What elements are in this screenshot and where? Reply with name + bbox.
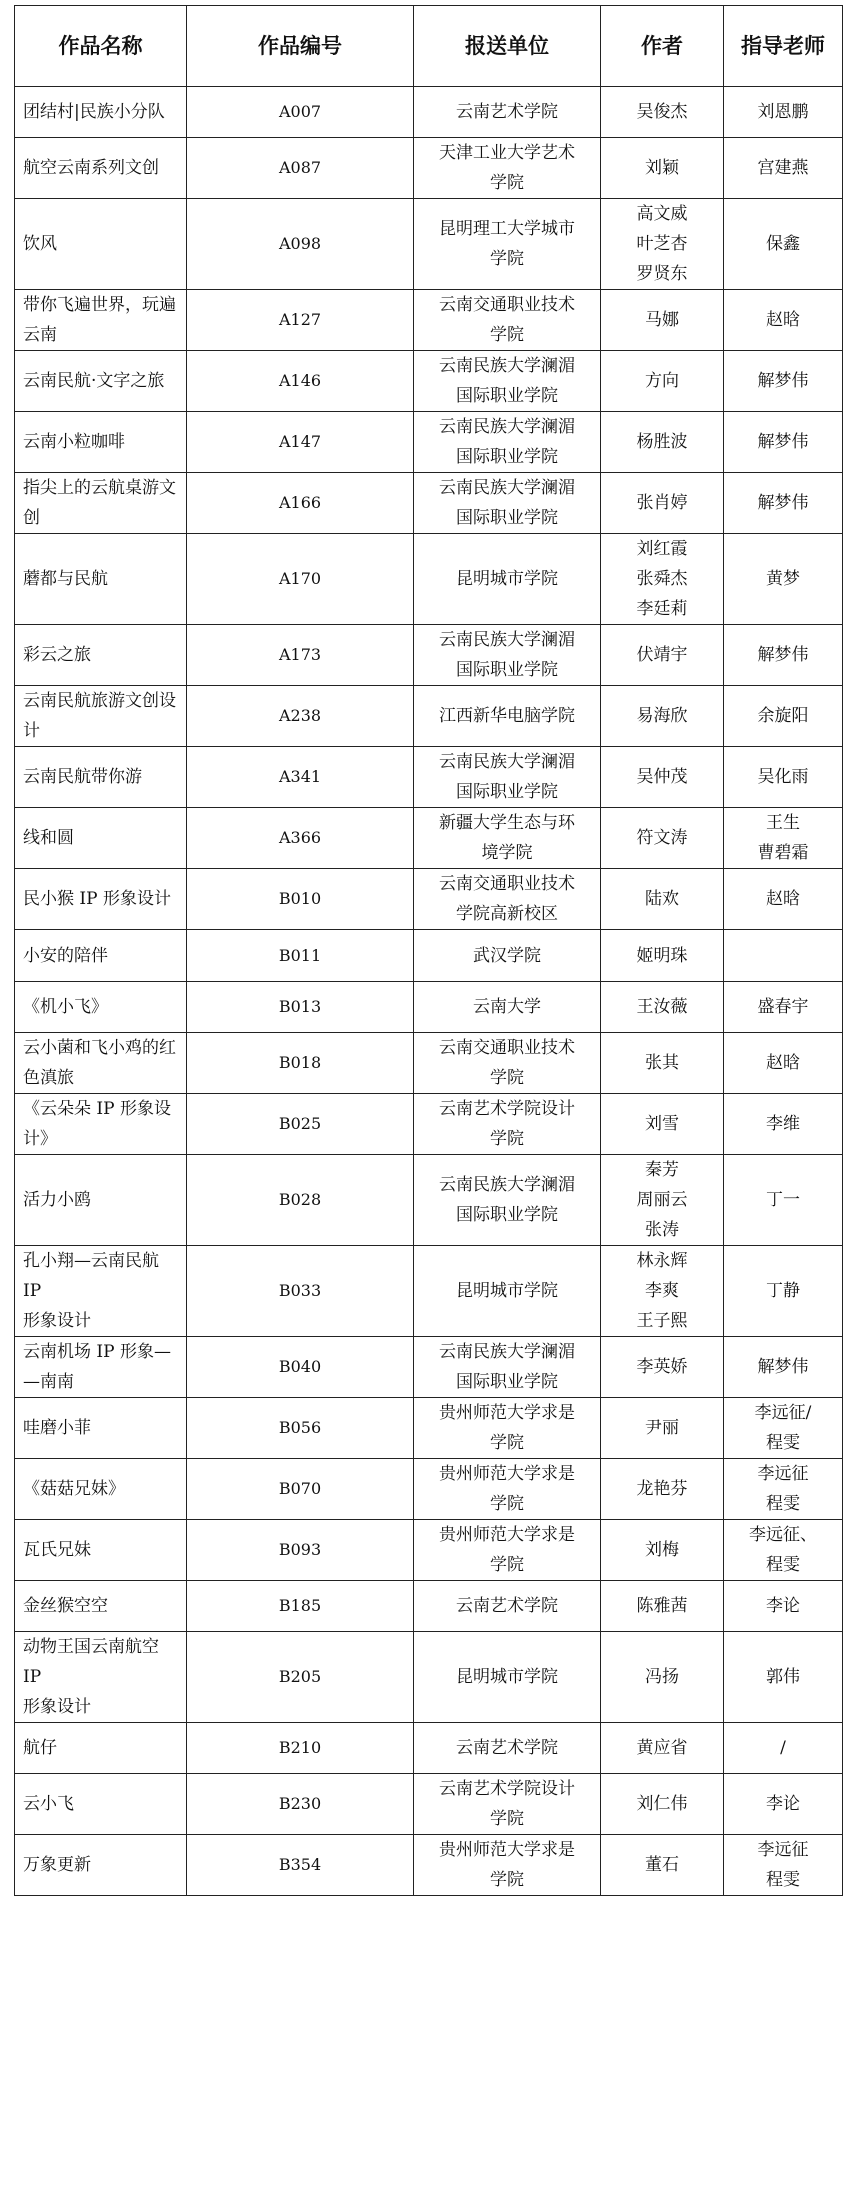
work-code-cell: B025 xyxy=(187,1094,414,1155)
submitting-unit-cell: 武汉学院 xyxy=(414,930,601,982)
work-name-cell: 《机小飞》 xyxy=(15,982,187,1033)
submitting-unit-cell: 云南艺术学院 xyxy=(414,87,601,138)
author-cell: 刘雪 xyxy=(601,1094,724,1155)
table-row xyxy=(15,199,843,290)
work-name-cell: 动物王国云南航空 IP 形象设计 xyxy=(15,1632,187,1723)
work-code-cell: A366 xyxy=(187,808,414,869)
table-row xyxy=(15,982,843,1033)
advisor-cell: 刘恩鹏 xyxy=(724,87,843,138)
header-submitting-unit: 报送单位 xyxy=(414,6,601,87)
submitting-unit-cell: 昆明城市学院 xyxy=(414,534,601,625)
submitting-unit-cell: 云南民族大学澜湄 国际职业学院 xyxy=(414,747,601,808)
author-cell: 刘仁伟 xyxy=(601,1774,724,1835)
work-name-cell: 哇磨小菲 xyxy=(15,1398,187,1459)
work-code-cell: B056 xyxy=(187,1398,414,1459)
advisor-cell: 李远征、 程雯 xyxy=(724,1520,843,1581)
work-code-cell: B185 xyxy=(187,1581,414,1632)
author-cell: 伏靖宇 xyxy=(601,625,724,686)
work-name-cell: 航空云南系列文创 xyxy=(15,138,187,199)
submitting-unit-cell: 贵州师范大学求是 学院 xyxy=(414,1459,601,1520)
submitting-unit-cell: 云南艺术学院 xyxy=(414,1723,601,1774)
advisor-cell: 解梦伟 xyxy=(724,1337,843,1398)
header-work-name: 作品名称 xyxy=(15,6,187,87)
work-code-cell: B040 xyxy=(187,1337,414,1398)
author-cell: 龙艳芬 xyxy=(601,1459,724,1520)
table-body xyxy=(15,87,843,1896)
work-name-cell: 彩云之旅 xyxy=(15,625,187,686)
work-code-cell: B354 xyxy=(187,1835,414,1896)
author-cell: 陆欢 xyxy=(601,869,724,930)
work-name-cell: 《菇菇兄妹》 xyxy=(15,1459,187,1520)
work-code-cell: A238 xyxy=(187,686,414,747)
table-row xyxy=(15,138,843,199)
work-code-cell: A087 xyxy=(187,138,414,199)
author-cell: 刘梅 xyxy=(601,1520,724,1581)
work-code-cell: B011 xyxy=(187,930,414,982)
submitting-unit-cell: 云南交通职业技术 学院 xyxy=(414,290,601,351)
table-row xyxy=(15,1246,843,1337)
author-cell: 冯扬 xyxy=(601,1632,724,1723)
table-row xyxy=(15,87,843,138)
table-row xyxy=(15,1581,843,1632)
work-code-cell: B010 xyxy=(187,869,414,930)
author-cell: 秦芳 周丽云 张涛 xyxy=(601,1155,724,1246)
advisor-cell: 李远征 程雯 xyxy=(724,1459,843,1520)
work-name-cell: 瓦氏兄妹 xyxy=(15,1520,187,1581)
advisor-cell: 李维 xyxy=(724,1094,843,1155)
work-code-cell: A170 xyxy=(187,534,414,625)
advisor-cell: 黄梦 xyxy=(724,534,843,625)
table-row xyxy=(15,1774,843,1835)
work-code-cell: B230 xyxy=(187,1774,414,1835)
work-name-cell: 团结村|民族小分队 xyxy=(15,87,187,138)
work-code-cell: B013 xyxy=(187,982,414,1033)
author-cell: 符文涛 xyxy=(601,808,724,869)
work-name-cell: 孔小翔—云南民航 IP 形象设计 xyxy=(15,1246,187,1337)
advisor-cell: 丁静 xyxy=(724,1246,843,1337)
table-row xyxy=(15,290,843,351)
work-name-cell: 金丝猴空空 xyxy=(15,1581,187,1632)
author-cell: 林永辉 李爽 王子熙 xyxy=(601,1246,724,1337)
work-name-cell: 航仔 xyxy=(15,1723,187,1774)
author-cell: 张肖婷 xyxy=(601,473,724,534)
submitting-unit-cell: 天津工业大学艺术 学院 xyxy=(414,138,601,199)
table-row xyxy=(15,412,843,473)
author-cell: 刘红霞 张舜杰 李廷莉 xyxy=(601,534,724,625)
header-work-code: 作品编号 xyxy=(187,6,414,87)
submitting-unit-cell: 云南民族大学澜湄 国际职业学院 xyxy=(414,412,601,473)
submitting-unit-cell: 云南民族大学澜湄 国际职业学院 xyxy=(414,473,601,534)
advisor-cell xyxy=(724,930,843,982)
work-name-cell: 活力小鸥 xyxy=(15,1155,187,1246)
works-table xyxy=(14,5,843,1896)
submitting-unit-cell: 云南民族大学澜湄 国际职业学院 xyxy=(414,351,601,412)
submitting-unit-cell: 昆明理工大学城市 学院 xyxy=(414,199,601,290)
advisor-cell: 余旋阳 xyxy=(724,686,843,747)
work-name-cell: 民小猴 IP 形象设计 xyxy=(15,869,187,930)
work-code-cell: B210 xyxy=(187,1723,414,1774)
table-row xyxy=(15,747,843,808)
author-cell: 尹丽 xyxy=(601,1398,724,1459)
author-cell: 吴俊杰 xyxy=(601,87,724,138)
table-row xyxy=(15,1337,843,1398)
author-cell: 马娜 xyxy=(601,290,724,351)
author-cell: 高文威 叶芝杏 罗贤东 xyxy=(601,199,724,290)
submitting-unit-cell: 云南民族大学澜湄 国际职业学院 xyxy=(414,625,601,686)
work-name-cell: 蘑都与民航 xyxy=(15,534,187,625)
work-code-cell: B093 xyxy=(187,1520,414,1581)
table-header-row xyxy=(15,6,843,87)
author-cell: 董石 xyxy=(601,1835,724,1896)
table-row xyxy=(15,930,843,982)
table-row xyxy=(15,686,843,747)
work-code-cell: A173 xyxy=(187,625,414,686)
work-name-cell: 云南小粒咖啡 xyxy=(15,412,187,473)
table-row xyxy=(15,1632,843,1723)
work-code-cell: A127 xyxy=(187,290,414,351)
work-code-cell: B028 xyxy=(187,1155,414,1246)
advisor-cell: 李远征/ 程雯 xyxy=(724,1398,843,1459)
work-name-cell: 指尖上的云航桌游文 创 xyxy=(15,473,187,534)
work-name-cell: 小安的陪伴 xyxy=(15,930,187,982)
author-cell: 陈雅茜 xyxy=(601,1581,724,1632)
work-name-cell: 《云朵朵 IP 形象设 计》 xyxy=(15,1094,187,1155)
work-name-cell: 云小菌和飞小鸡的红 色滇旅 xyxy=(15,1033,187,1094)
work-code-cell: A007 xyxy=(187,87,414,138)
table-row xyxy=(15,1094,843,1155)
work-name-cell: 万象更新 xyxy=(15,1835,187,1896)
work-name-cell: 云南民航旅游文创设 计 xyxy=(15,686,187,747)
work-code-cell: A146 xyxy=(187,351,414,412)
work-code-cell: A166 xyxy=(187,473,414,534)
table-row xyxy=(15,1155,843,1246)
author-cell: 吴仲茂 xyxy=(601,747,724,808)
table-row xyxy=(15,1459,843,1520)
work-code-cell: A098 xyxy=(187,199,414,290)
work-name-cell: 线和圆 xyxy=(15,808,187,869)
advisor-cell: 王生 曹碧霜 xyxy=(724,808,843,869)
table-row xyxy=(15,1723,843,1774)
advisor-cell: 盛春宇 xyxy=(724,982,843,1033)
advisor-cell: 保鑫 xyxy=(724,199,843,290)
table-row xyxy=(15,1520,843,1581)
submitting-unit-cell: 云南交通职业技术 学院 xyxy=(414,1033,601,1094)
advisor-cell: / xyxy=(724,1723,843,1774)
submitting-unit-cell: 云南艺术学院设计 学院 xyxy=(414,1094,601,1155)
author-cell: 张其 xyxy=(601,1033,724,1094)
work-name-cell: 云南民航带你游 xyxy=(15,747,187,808)
author-cell: 王汝薇 xyxy=(601,982,724,1033)
work-code-cell: B205 xyxy=(187,1632,414,1723)
submitting-unit-cell: 贵州师范大学求是 学院 xyxy=(414,1398,601,1459)
submitting-unit-cell: 新疆大学生态与环 境学院 xyxy=(414,808,601,869)
submitting-unit-cell: 云南民族大学澜湄 国际职业学院 xyxy=(414,1155,601,1246)
advisor-cell: 解梦伟 xyxy=(724,412,843,473)
work-code-cell: A147 xyxy=(187,412,414,473)
author-cell: 李英娇 xyxy=(601,1337,724,1398)
submitting-unit-cell: 江西新华电脑学院 xyxy=(414,686,601,747)
table-row xyxy=(15,1398,843,1459)
work-code-cell: B018 xyxy=(187,1033,414,1094)
table-row xyxy=(15,534,843,625)
submitting-unit-cell: 云南艺术学院 xyxy=(414,1581,601,1632)
work-name-cell: 饮风 xyxy=(15,199,187,290)
author-cell: 黄应省 xyxy=(601,1723,724,1774)
submitting-unit-cell: 昆明城市学院 xyxy=(414,1246,601,1337)
work-name-cell: 云南民航·文字之旅 xyxy=(15,351,187,412)
author-cell: 方向 xyxy=(601,351,724,412)
works-table-container xyxy=(14,5,842,1896)
table-row xyxy=(15,869,843,930)
advisor-cell: 李远征 程雯 xyxy=(724,1835,843,1896)
submitting-unit-cell: 贵州师范大学求是 学院 xyxy=(414,1835,601,1896)
author-cell: 杨胜波 xyxy=(601,412,724,473)
author-cell: 姬明珠 xyxy=(601,930,724,982)
work-name-cell: 云小飞 xyxy=(15,1774,187,1835)
table-row xyxy=(15,1033,843,1094)
submitting-unit-cell: 云南交通职业技术 学院高新校区 xyxy=(414,869,601,930)
advisor-cell: 赵晗 xyxy=(724,290,843,351)
header-advisor: 指导老师 xyxy=(724,6,843,87)
advisor-cell: 赵晗 xyxy=(724,869,843,930)
submitting-unit-cell: 云南大学 xyxy=(414,982,601,1033)
author-cell: 刘颖 xyxy=(601,138,724,199)
table-row xyxy=(15,351,843,412)
advisor-cell: 赵晗 xyxy=(724,1033,843,1094)
work-code-cell: B033 xyxy=(187,1246,414,1337)
submitting-unit-cell: 云南艺术学院设计 学院 xyxy=(414,1774,601,1835)
advisor-cell: 宫建燕 xyxy=(724,138,843,199)
advisor-cell: 李论 xyxy=(724,1774,843,1835)
work-name-cell: 带你飞遍世界，玩遍 云南 xyxy=(15,290,187,351)
table-row xyxy=(15,473,843,534)
work-name-cell: 云南机场 IP 形象— —南南 xyxy=(15,1337,187,1398)
table-row xyxy=(15,625,843,686)
advisor-cell: 郭伟 xyxy=(724,1632,843,1723)
author-cell: 易海欣 xyxy=(601,686,724,747)
table-row xyxy=(15,1835,843,1896)
advisor-cell: 解梦伟 xyxy=(724,351,843,412)
advisor-cell: 解梦伟 xyxy=(724,625,843,686)
submitting-unit-cell: 云南民族大学澜湄 国际职业学院 xyxy=(414,1337,601,1398)
advisor-cell: 解梦伟 xyxy=(724,473,843,534)
table-row xyxy=(15,808,843,869)
submitting-unit-cell: 昆明城市学院 xyxy=(414,1632,601,1723)
advisor-cell: 丁一 xyxy=(724,1155,843,1246)
work-code-cell: A341 xyxy=(187,747,414,808)
work-code-cell: B070 xyxy=(187,1459,414,1520)
header-author: 作者 xyxy=(601,6,724,87)
advisor-cell: 李论 xyxy=(724,1581,843,1632)
submitting-unit-cell: 贵州师范大学求是 学院 xyxy=(414,1520,601,1581)
advisor-cell: 吴化雨 xyxy=(724,747,843,808)
